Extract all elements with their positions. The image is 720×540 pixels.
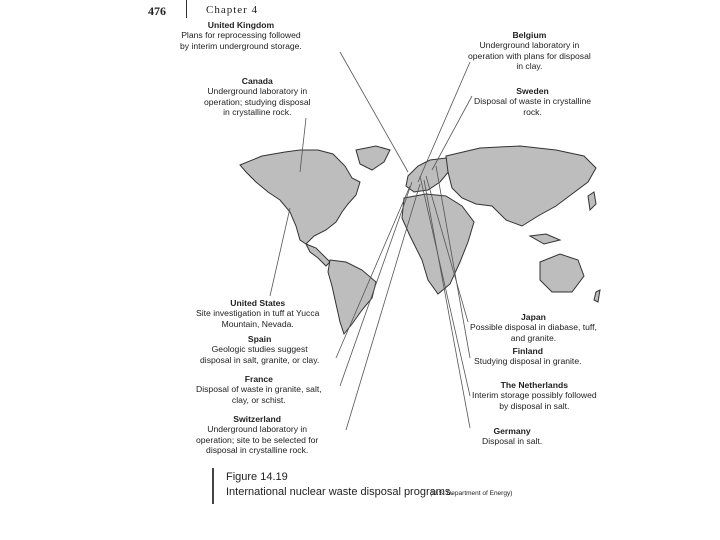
callout-netherlands [472, 380, 597, 411]
australia-landmass [540, 254, 584, 292]
figure-credit: (U.S. Department of Energy) [430, 490, 513, 497]
callout-name: Japan [521, 312, 546, 322]
callout-canada [204, 76, 311, 118]
callout-united-states [196, 298, 319, 329]
callout-name: Germany [493, 426, 531, 436]
callout-description: Studying disposal in granite. [474, 356, 582, 367]
callout-name: United Kingdom [207, 20, 275, 30]
south-america-landmass [328, 260, 376, 334]
japan-landmass [588, 192, 596, 210]
callout-switzerland [196, 414, 318, 456]
figure-title: International nuclear waste disposal programs. [226, 486, 454, 498]
callout-belgium [468, 30, 591, 72]
callout-spain [200, 334, 319, 365]
callout-description: Interim storage possibly followed by disposal in salt. [472, 390, 597, 411]
callout-description: Disposal of waste in crystalline rock. [474, 96, 592, 117]
callout-description: Disposal of waste in granite, salt, clay, or schist. [196, 384, 322, 405]
callout-name: Spain [247, 334, 272, 344]
callout-name: France [244, 374, 273, 384]
new-zealand-landmass [594, 290, 600, 302]
callout-description: Disposal in salt. [482, 436, 543, 447]
callout-description: Possible disposal in diabase, tuff, and granite. [470, 322, 597, 343]
callout-name: Sweden [516, 86, 549, 96]
callout-finland [474, 346, 582, 367]
callout-name: United States [230, 298, 286, 308]
callout-name: Finland [512, 346, 544, 356]
callout-description: Geologic studies suggest disposal in salt, granite, or clay. [200, 344, 320, 365]
callout-france [196, 374, 322, 405]
callout-name: Switzerland [233, 414, 282, 424]
callout-description: Site investigation in tuff at Yucca Mountain, Nevada. [196, 308, 320, 329]
leader-usa [270, 208, 290, 296]
greenland-landmass [356, 146, 390, 170]
europe-landmass [406, 158, 450, 192]
caption-rule [212, 468, 214, 504]
callout-sweden [474, 86, 591, 117]
callout-name: Belgium [512, 30, 547, 40]
callout-description: Underground laboratory in operation; site to be selected for disposal in crystalline rock. [196, 424, 319, 456]
callout-description: Plans for reprocessing followed by interim underground storage. [180, 30, 302, 51]
north-america-landmass [240, 150, 360, 244]
indonesia-islands [530, 234, 560, 244]
figure-label: Figure 14.19 [226, 471, 288, 483]
callout-united-kingdom [180, 20, 302, 51]
callout-description: Underground laboratory in operation with plans for disposal in clay. [468, 40, 591, 72]
callout-name: The Netherlands [500, 380, 568, 390]
chapter-heading: Chapter 4 [206, 4, 259, 16]
callout-germany [482, 426, 542, 447]
callout-japan [470, 312, 597, 343]
callout-name: Canada [241, 76, 273, 86]
page-number: 476 [148, 4, 166, 18]
callout-description: Underground laboratory in operation; studying disposal in crystalline rock. [204, 86, 311, 118]
central-america-landmass [306, 244, 330, 266]
